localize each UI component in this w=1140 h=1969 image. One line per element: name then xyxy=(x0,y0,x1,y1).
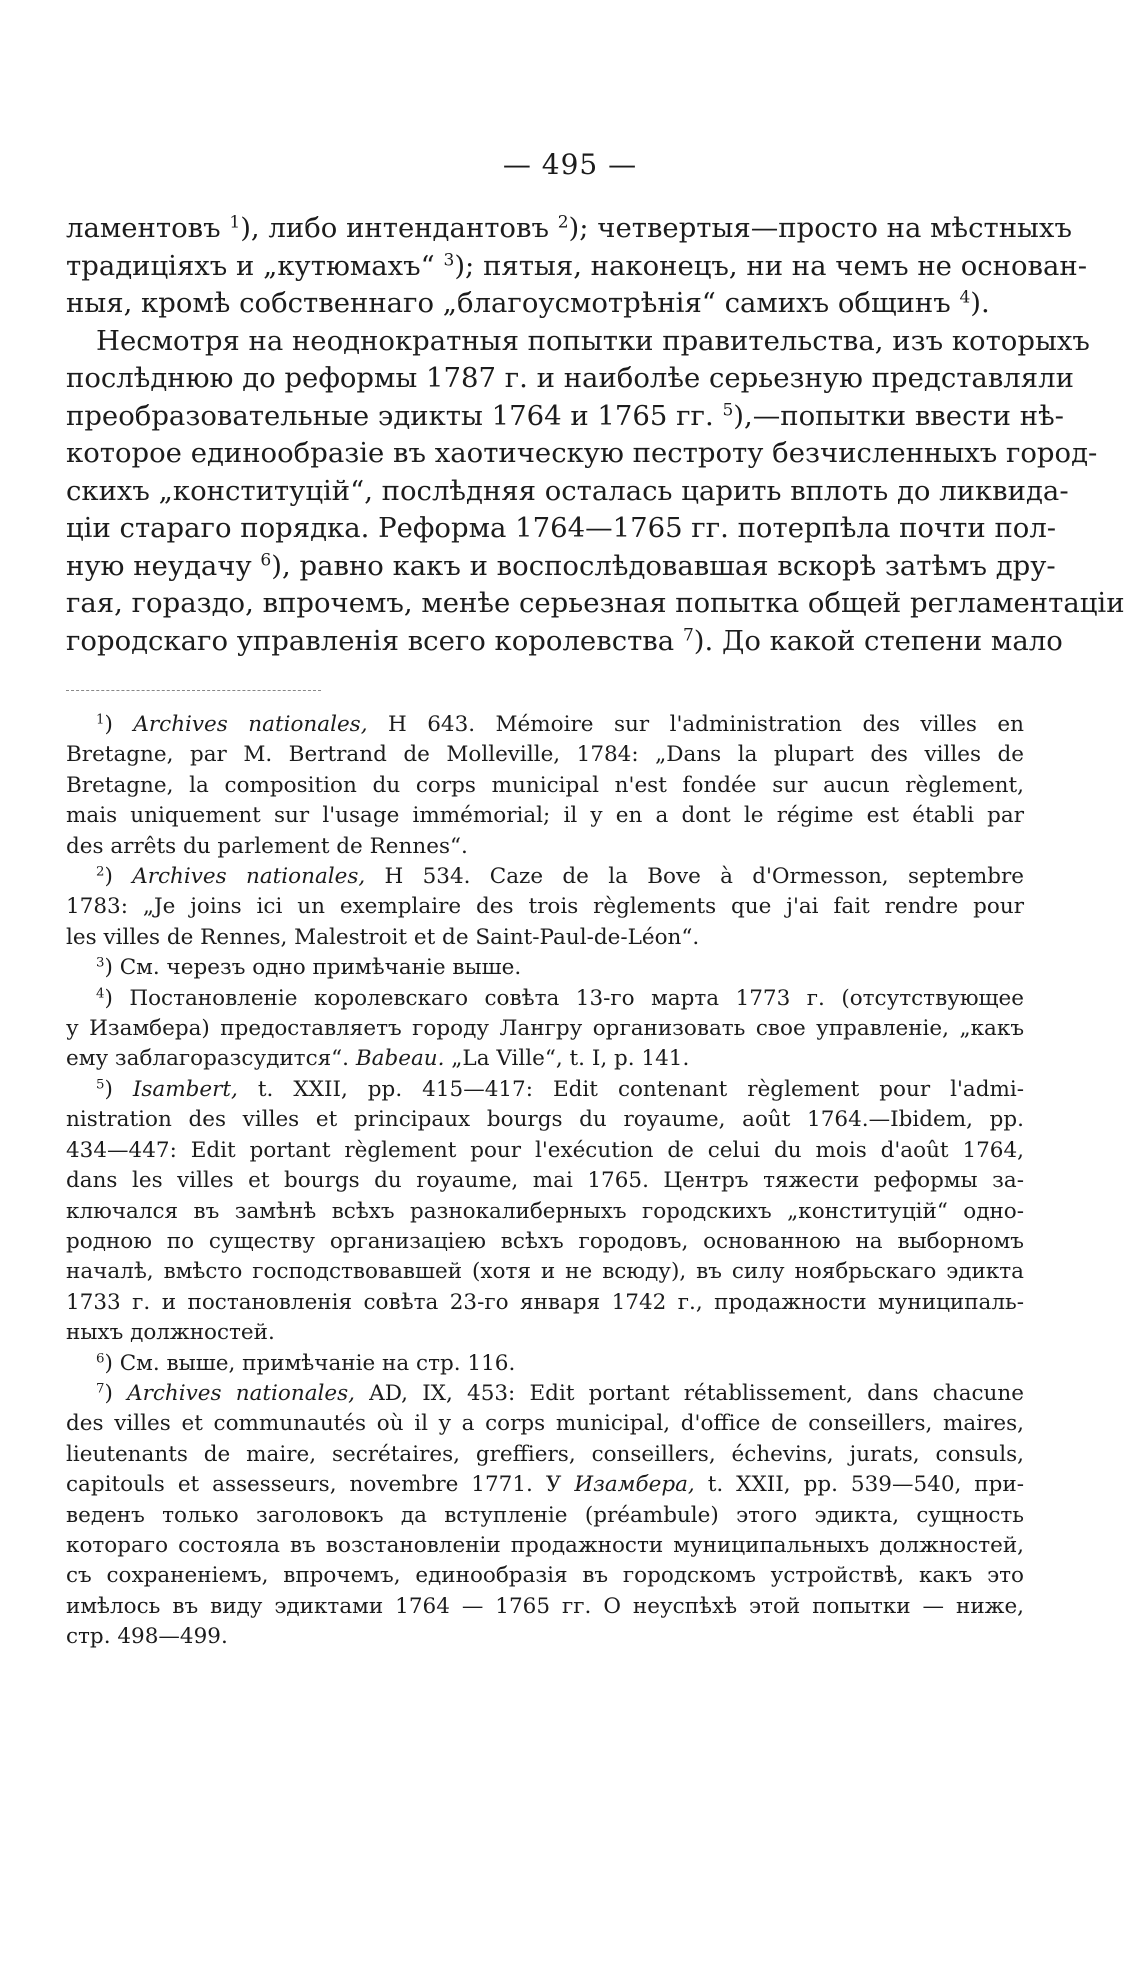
footnote-marker: 3 xyxy=(96,955,105,971)
source-title: Изамбера, xyxy=(574,1472,695,1498)
footnote-3: $^3$) См. черезъ одно примѣчаніе выше. xyxy=(96,955,522,981)
footnote-4: $^4$) Постановленіе королевскаго совѣта 13-го марта 1773 г. (отсутствующее у Изамбера) предоставляетъ городу Лангру организовать свое управленіе, „какъ ему заблагоразсудится“. Babeau. „La Ville“, t. I, p. 141. xyxy=(66,985,1024,1072)
text-line: послѣднюю до реформы 1787 г. и наиболѣе серьезную представляли xyxy=(66,362,1074,394)
text-line: Несмотря на неоднократныя попытки правительства, изъ которыхъ xyxy=(96,324,1090,357)
footnote-ref[interactable]: 2 xyxy=(557,212,569,233)
footnote-ref[interactable]: 3 xyxy=(443,250,455,271)
text-line: ціи стараго порядка. Реформа 1764—1765 гг. потерпѣла почти пол- xyxy=(66,512,1057,544)
text-line: преобразовательные эдикты 1764 и 1765 гг. $^5$),—попытки ввести нѣ- xyxy=(66,399,1064,432)
text-line: которое единообразіе въ хаотическую пестроту безчисленныхъ город- xyxy=(66,437,1098,469)
text-line: ныя, кромѣ собственнаго „благоусмотрѣнія“ самихъ общинъ $^4$). xyxy=(66,287,990,319)
footnote-6: $^6$) См. выше, примѣчаніе на стр. 116. xyxy=(96,1350,516,1376)
source-title: Archives nationales, xyxy=(133,712,368,737)
footnote-ref[interactable]: 5 xyxy=(722,400,734,421)
text-line: традиціяхъ и „кутюмахъ“ $^3$); пятыя, наконецъ, ни на чемъ не основан- xyxy=(66,249,1088,282)
source-title: Archives nationales, xyxy=(132,864,366,890)
source-title: Archives nationales, xyxy=(127,1380,355,1406)
source-title: Isambert, xyxy=(132,1076,238,1102)
text-line: городскаго управленія всего королевства $^7$). До какой степени мало xyxy=(66,624,1063,657)
footnote-5: $^5$) Isambert, t. XXII, pp. 415—417: Edit contenant règlement pour l'admi- nistration des villes et principaux bourgs du royaume, août 1764.—Ibidem, pp. 434—447: Edit portant règlement pour l'exécution de celui du mois d'août 1764, dans les villes et bourgs du royaume, mai 1765. Центръ тяжести реформы за- ключался въ замѣнѣ всѣхъ разнокалиберныхъ городскихъ „конституцій“ одно- родною по существу организаціею всѣхъ городовъ, основанною на выборномъ началѣ, вмѣсто господствовавшей (хотя и не всюду), въ силу ноябрьскаго эдикта 1733 г. и постановленія совѣта 23-го января 1742 г., продажности муниципаль- ныхъ должностей. xyxy=(66,1076,1024,1346)
page-number: — 495 — xyxy=(502,148,638,181)
footnote-7: $^7$) Archives nationales, AD, IX, 453: Edit portant rétablissement, dans chacune des villes et communautés où il y a corps municipal, d'office de conseillers, maires, lieutenants de maire, secrétaires, greffiers, conseillers, échevins, jurats, consuls, capitouls et assesseurs, novembre 1771. У Изамбера, t. XXII, pp. 539—540, при- веденъ только заголовокъ да вступленіе (préambule) этого эдикта, сущность котораго состояла въ возстановленіи продажности муниципальныхъ должностей, съ сохраненіемъ, впрочемъ, единообразія въ городскомъ устройствѣ, какъ это имѣлось въ виду эдиктами 1764 — 1765 гг. О неуспѣхѣ этой попытки — ниже, стр. 498—499. xyxy=(66,1380,1024,1650)
footnote-2: $^2$) Archives nationales, H 534. Caze de la Bove à d'Ormesson, septembre 1783: „Je joins ici un exemplaire des trois règlements que j'ai fait rendre pour les villes de Rennes, Malestroit et de Saint-Paul-de-Léon“. xyxy=(66,864,1024,950)
text-line: скихъ „конституцій“, послѣдняя осталась царить вплоть до ликвида- xyxy=(66,474,1069,507)
text-line: ную неудачу $^6$), равно какъ и воспослѣдовавшая вскорѣ затѣмъ дру- xyxy=(66,549,1056,582)
footnote-marker: 1 xyxy=(96,712,105,728)
footnote-marker: 5 xyxy=(96,1077,105,1093)
footnote-marker: 2 xyxy=(96,864,105,880)
footnote-ref[interactable]: 4 xyxy=(959,287,971,308)
footnote-ref[interactable]: 7 xyxy=(682,625,694,646)
footnote-marker: 4 xyxy=(96,986,105,1002)
source-title: Babeau. xyxy=(355,1046,445,1072)
footnotes xyxy=(66,710,1024,1653)
text-line: гая, гораздо, впрочемъ, менѣе серьезная попытка общей регламентаціи xyxy=(66,587,1125,619)
footnote-marker: 6 xyxy=(96,1351,105,1367)
footnote-marker: 7 xyxy=(96,1381,105,1397)
footnote-ref[interactable]: 6 xyxy=(260,550,272,571)
footnote-1: $^1$) Archives nationales, H 643. Mémoire sur l'administration des villes en Bretagne, par M. Bertrand de Molleville, 1784: „Dans la plupart des villes de Bretagne, la composition du corps municipal n'est fondée sur aucun règlement, mais uniquement sur l'usage immémorial; il y en a dont le régime est établi par des arrêts du parlement de Rennes“. xyxy=(66,712,1024,859)
footnote-ref[interactable]: 1 xyxy=(229,212,241,233)
main-text xyxy=(66,210,1125,660)
footnote-divider xyxy=(66,690,321,691)
text-line: ламентовъ $^1$), либо интендантовъ $^2$); четвертыя—просто на мѣстныхъ xyxy=(66,212,1072,244)
